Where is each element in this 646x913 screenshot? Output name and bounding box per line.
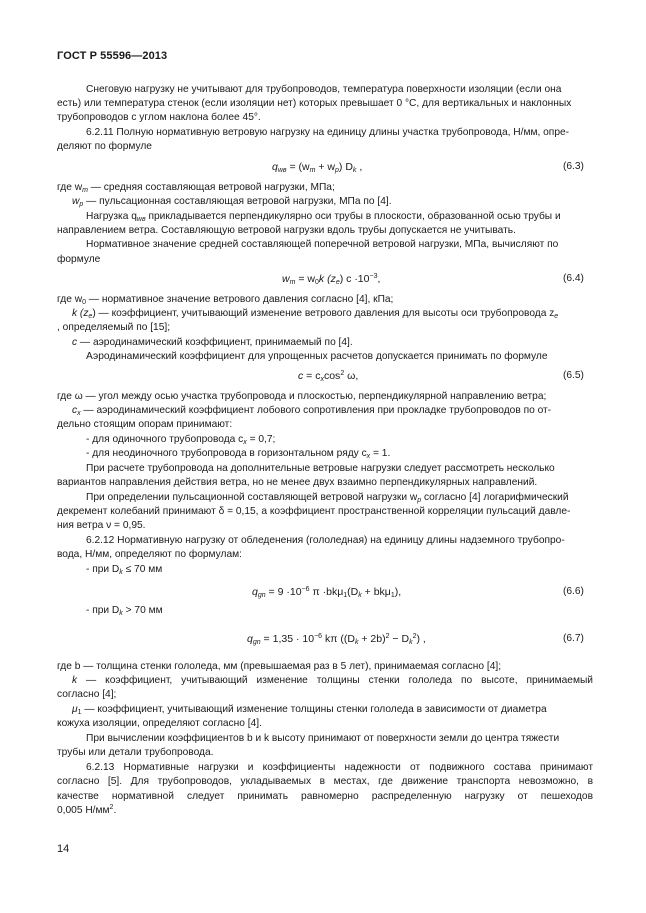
text-line: При вычислении коэффициентов b и k высоту принимают от поверхности земли до центра тяжести (86, 733, 560, 744)
text-line: Нормативное значение средней составляющей поперечной ветровой нагрузки, МПа, вычисляют по (86, 239, 559, 250)
text-line: где b — толщина стенки гололеда, мм (превышаемая раз в 5 лет), принимаемая согласно [4]; (57, 661, 502, 672)
formula-6-6: $q_{gn} = 9 \cdot 10^{-6}$ $\pi \cdot bk\mu_1(D_k + bk\mu_1)$, (252, 586, 402, 599)
list-item: - при $D_k \le 70$ мм (86, 564, 163, 576)
document-header: ГОСТ Р 55596—2013 (57, 50, 168, 62)
text-line: c — аэродинамический коэффициент, принимаемый по [4]. (72, 337, 353, 348)
text-line: Аэродинамический коэффициент для упрощенных расчетов допускается принимать по формуле (86, 351, 548, 362)
text-line: трубопроводов с углом наклона более 45°. (57, 112, 261, 123)
page-number: 14 (57, 843, 70, 855)
text-line: При определении пульсационной составляющей ветровой нагрузки $w_p$ согласно [4] логарифмический (86, 492, 569, 504)
text-line: декремент колебаний принимают δ = 0,15, а коэффициент пространственной корреляции пульсаций давле- (57, 506, 571, 517)
text-line: k $(z_e)$ — коэффициент, учитывающий изменение ветрового давления для высоты оси трубопровода $z_e$ (72, 308, 559, 320)
text-line: трубы или детали трубопровода. (57, 747, 214, 758)
text-line: есть) или температура стенок (если изоляции нет) которых превышает 0 °С, для вертикальных и наклонных (57, 98, 572, 109)
list-item: - для одиночного трубопровода $c_x = 0,7$; (86, 434, 276, 446)
text-line: где $w_m$ — средняя составляющая ветровой нагрузки, МПа; (57, 182, 335, 194)
text-line: Нагрузка $q_{wв}$ прикладывается перпендикулярно оси трубы в плоскости, образованной осью трубы и (86, 211, 561, 223)
text-line: качестве нормативной следует принимать равномерно распределенную нагрузку от пешеходов (57, 791, 593, 802)
text-line: 0,005 $Н/мм^2$. (57, 804, 117, 816)
formula-number-6-4: (6.4) (563, 273, 584, 284)
text-line: 6.2.12 Нормативную нагрузку от обледенения (гололедная) на единицу длины надземного трубопро- (86, 535, 565, 546)
formula-6-5: $c = c_x\cos^2$ ω, (298, 370, 359, 383)
text-line: вода, Н/мм, определяют по формулам: (57, 549, 242, 560)
text-line: согласно [4]; (57, 689, 117, 700)
formula-number-6-7: (6.7) (563, 633, 584, 644)
text-line: дельно стоящим опорам принимают: (57, 419, 233, 430)
text-line: $w_p$ — пульсационная составляющая ветровой нагрузки, МПа по [4]. (72, 196, 392, 208)
text-line: деляют по формуле (57, 141, 152, 152)
text-line: , определяемый по [15]; (57, 322, 171, 333)
list-item: - при $D_k > 70$ мм (86, 605, 163, 617)
text-line: ния ветра ν = 0,95. (57, 520, 146, 531)
formula-number-6-6: (6.6) (563, 586, 584, 597)
text-line: кожуха изоляции, определяют согласно [4]. (57, 718, 262, 729)
text-line: При расчете трубопровода на дополнительные ветровые нагрузки следует рассмотреть несколько (86, 463, 555, 474)
text-line: 6.2.11 Полную нормативную ветровую нагрузку на единицу длины участка трубопровода, Н/мм, опре- (86, 127, 570, 138)
text-line: $\mu_1$ — коэффициент, учитывающий изменение толщины стенки гололеда в зависимости от диаметра (72, 704, 547, 716)
formula-number-6-3: (6.3) (563, 161, 584, 172)
text-line: k — коэффициент, учитывающий изменение толщины стенки гололеда по высоте, принимаемый (72, 675, 593, 686)
formula-number-6-5: (6.5) (563, 370, 584, 381)
text-line: 6.2.13 Нормативные нагрузки и коэффициенты надежности от подвижного состава принимают (86, 762, 593, 773)
text-line: направлением ветра. Составляющую ветровой нагрузки вдоль трубы допускается не учитывать. (57, 225, 516, 236)
formula-6-7: $q_{gn} = 1,35 \cdot 10^{-6}$ kπ $((D_k + 2b)^2 - D_k^2)$ , (247, 633, 426, 646)
text-line: формуле (57, 254, 101, 265)
formula-6-3: $q_{wв} = (w_m + w_p)$ $D_k$ , (272, 161, 363, 174)
text-line: где $w_0$ — нормативное значение ветрового давления согласно [4], кПа; (57, 294, 394, 306)
text-line: Снеговую нагрузку не учитывают для трубопроводов, температура поверхности изоляции (если она (86, 84, 562, 95)
text-line: согласно [5]. Для трубопроводов, укладываемых в местах, где движение транспорта невозможно, в (57, 776, 593, 787)
list-item: - для неодиночного трубопровода в горизонтальном ряду $c_x = 1$. (86, 448, 391, 460)
text-line: вариантов направления действия ветра, но не менее двух взаимно перпендикулярных направлений. (57, 477, 538, 488)
text-line: $c_x$ — аэродинамический коэффициент лобового сопротивления при прокладке трубопроводов по от- (72, 405, 552, 417)
formula-6-4: $w_m = w_0k$ $(z_e)$ $c \cdot 10^{-3}$, (282, 273, 381, 286)
text-line: где ω — угол между осью участка трубопровода и плоскостью, перпендикулярной направлению ветра; (57, 391, 547, 402)
